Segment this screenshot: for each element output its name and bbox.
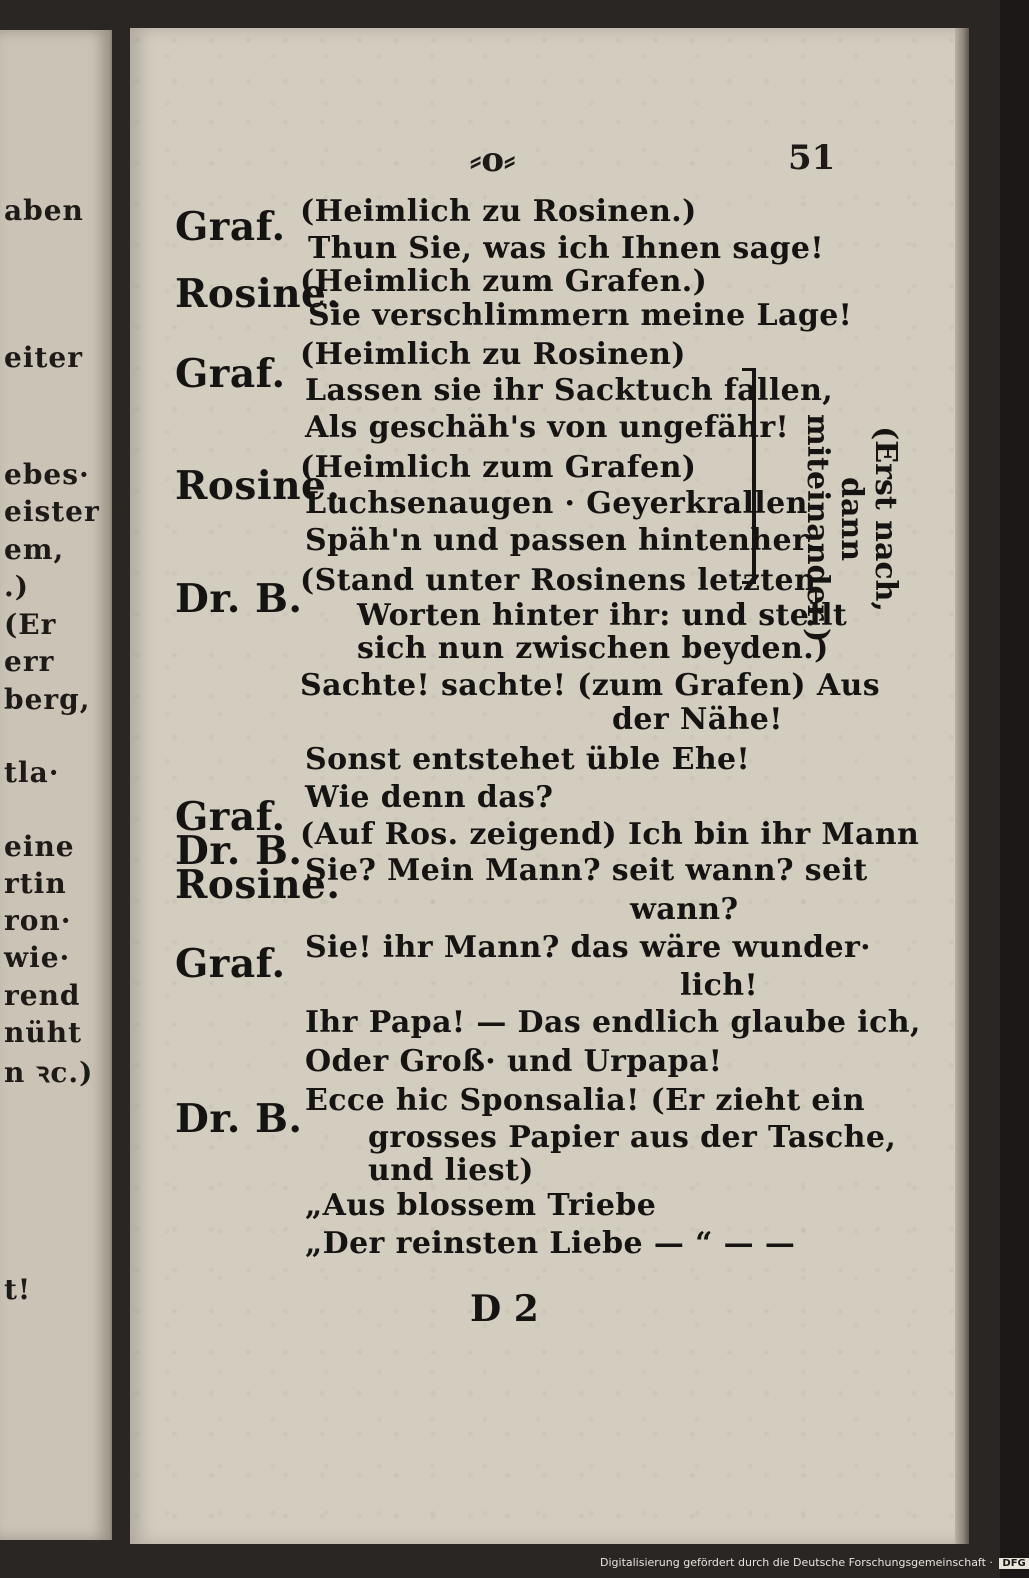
dialogue-line: wann? bbox=[630, 892, 739, 927]
left-page-fragment-text: em, bbox=[4, 533, 65, 566]
speaker-name: Dr. B. bbox=[175, 828, 303, 874]
left-page-fragment-text: eiter bbox=[4, 341, 83, 374]
dialogue-line: Wie denn das? bbox=[305, 780, 554, 815]
left-page-fragment-text: ron· bbox=[4, 904, 72, 937]
left-page-fragment bbox=[0, 30, 112, 1540]
speaker-name: Rosine. bbox=[175, 862, 341, 908]
left-page-fragment-text: wie· bbox=[4, 941, 71, 974]
speaker-name: Graf. bbox=[175, 351, 286, 397]
speaker-name: Graf. bbox=[175, 204, 286, 250]
header-ornament: ⸗o⸗ bbox=[470, 140, 516, 180]
dialogue-line: Worten hinter ihr: und stellt bbox=[357, 598, 848, 633]
left-page-fragment-text: err bbox=[4, 645, 55, 678]
left-page-fragment-text: n ꝛc.) bbox=[4, 1056, 94, 1089]
left-page-fragment-text: eine bbox=[4, 830, 75, 863]
page-number: 51 bbox=[788, 138, 836, 178]
dialogue-line: (Heimlich zu Rosinen.) bbox=[300, 194, 697, 229]
dialogue-line: Sie! ihr Mann? das wäre wunder· bbox=[305, 930, 872, 965]
dialogue-line: Ecce hic Sponsalia! (Er zieht ein bbox=[305, 1083, 865, 1118]
speaker-name: Dr. B. bbox=[175, 1096, 303, 1142]
dialogue-line: Oder Groß· und Urpapa! bbox=[305, 1044, 723, 1079]
side-note-line-2: miteinander.) bbox=[800, 414, 835, 643]
dialogue-line: sich nun zwischen beyden.) bbox=[357, 631, 829, 666]
dialogue-line: „Der reinsten Liebe — “ — — bbox=[305, 1226, 796, 1261]
speaker-name: Rosine. bbox=[175, 271, 341, 317]
catchword-signature: D 2 bbox=[470, 1288, 539, 1330]
dialogue-line: grosses Papier aus der Tasche, bbox=[368, 1120, 897, 1155]
dialogue-line: Späh'n und passen hintenher. bbox=[305, 523, 817, 558]
dfg-logo: DFG bbox=[999, 1558, 1028, 1569]
brace-bracket bbox=[742, 368, 756, 584]
dialogue-line: Luchsenaugen · Geyerkrallen bbox=[305, 486, 808, 521]
dialogue-line: Sie? Mein Mann? seit wann? seit bbox=[305, 853, 868, 888]
dialogue-line: Lassen sie ihr Sacktuch fallen, bbox=[305, 373, 834, 408]
dialogue-line: Als geschäh's von ungefähr! bbox=[305, 410, 790, 445]
dialogue-line: Sie verschlimmern meine Lage! bbox=[308, 298, 853, 333]
dialogue-line: (Heimlich zu Rosinen) bbox=[300, 337, 686, 372]
digitization-footer bbox=[600, 1556, 1029, 1569]
left-page-fragment-text: nüht bbox=[4, 1016, 83, 1049]
speaker-name: Graf. bbox=[175, 794, 286, 840]
speaker-name: Rosine. bbox=[175, 463, 341, 509]
left-page-fragment-text: aben bbox=[4, 194, 84, 227]
dialogue-line: (Stand unter Rosinens letzten bbox=[300, 563, 817, 598]
dialogue-line: Thun Sie, was ich Ihnen sage! bbox=[308, 231, 824, 266]
side-stage-note bbox=[800, 414, 903, 643]
side-note-line-1: (Erst nach, dann bbox=[834, 426, 903, 612]
dialogue-line: (Auf Ros. zeigend) Ich bin ihr Mann bbox=[300, 817, 920, 852]
speaker-name: Graf. bbox=[175, 941, 286, 987]
left-page-fragment-text: ebes· bbox=[4, 458, 90, 491]
left-page-fragment-text: rtin bbox=[4, 867, 67, 900]
left-page-fragment-text: (Er bbox=[4, 608, 57, 641]
dialogue-line: (Heimlich zum Grafen.) bbox=[300, 264, 708, 299]
dialogue-line: der Nähe! bbox=[612, 702, 783, 737]
left-page-fragment-text: berg, bbox=[4, 683, 91, 716]
dialogue-line: lich! bbox=[680, 968, 759, 1003]
left-page-fragment-text: .) bbox=[4, 570, 29, 603]
dialogue-line: „Aus blossem Triebe bbox=[305, 1188, 657, 1223]
left-page-fragment-text: eister bbox=[4, 495, 100, 528]
left-page-fragment-text: rend bbox=[4, 979, 81, 1012]
dialogue-line: Sonst entstehet üble Ehe! bbox=[305, 742, 751, 777]
page-edge bbox=[955, 28, 969, 1544]
speaker-name: Dr. B. bbox=[175, 576, 303, 622]
dialogue-line: und liest) bbox=[368, 1153, 534, 1188]
left-page-fragment-text: t! bbox=[4, 1273, 32, 1306]
dialogue-line: Ihr Papa! — Das endlich glaube ich, bbox=[305, 1005, 921, 1040]
dialogue-line: Sachte! sachte! (zum Grafen) Aus bbox=[300, 668, 881, 703]
left-page-fragment-text: tla· bbox=[4, 756, 60, 789]
dialogue-line: (Heimlich zum Grafen) bbox=[300, 450, 697, 485]
footer-text: Digitalisierung gefördert durch die Deutsche Forschungsgemeinschaft · bbox=[600, 1556, 993, 1569]
